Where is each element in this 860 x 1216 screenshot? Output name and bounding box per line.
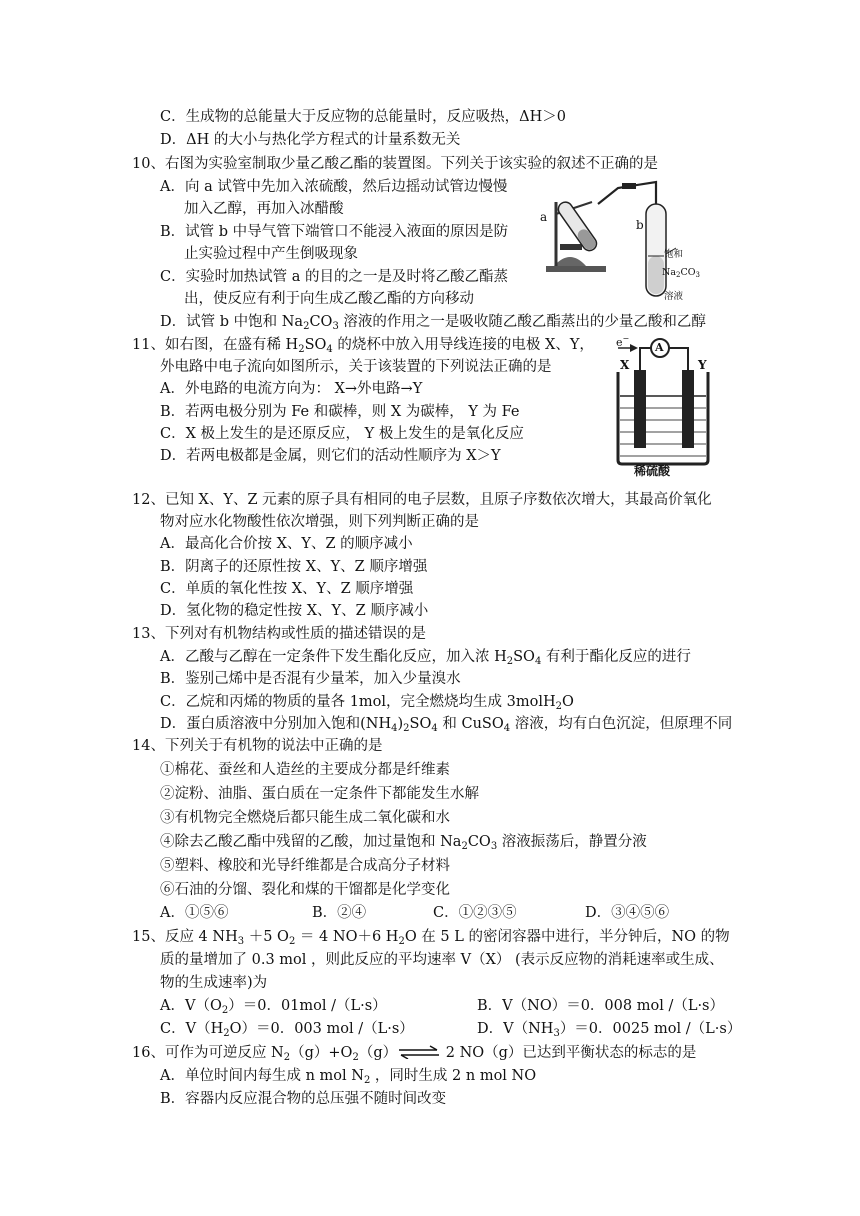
q11-option-a: A．外电路的电流方向为： X→外电路→Y — [160, 381, 423, 397]
q14-item-2: ②淀粉、油脂、蛋白质在一定条件下都能发生水解 — [160, 786, 479, 802]
q10-option-b: B．试管 b 中导气管下端管口不能浸入液面的原因是防 — [160, 224, 509, 240]
q13-option-d: D．蛋白质溶液中分别加入饱和$(NH_4)_2SO_4$ 和 CuSO$_4$ 溶液，均有白色沉淀，但原理不同 — [160, 716, 733, 734]
q12-option-b: B．阴离子的还原性按 X、Y、Z 顺序增强 — [160, 559, 428, 575]
q13-option-a: A．乙酸与乙醇在一定条件下发生酯化反应，加入浓 $H_2SO_4$ 有利于酯化反应的进行 — [160, 649, 691, 667]
q10-stem: 10、右图为实验室制取少量乙酸乙酯的装置图。下列关于该实验的叙述不正确的是 — [132, 156, 658, 172]
label-tube-a: a — [540, 210, 548, 224]
q14-option-d: D．③④⑤⑥ — [585, 905, 670, 921]
ammeter-label: A — [655, 341, 664, 354]
q15-option-b: B．V（NO）＝0．008 mol /（L·s） — [477, 998, 725, 1014]
cell-figure — [612, 334, 712, 476]
q15-stem: 15、反应 4 $NH_3 +5$ $O_2 = 4$ NO＋6 $H_2O$ 在 5 L 的密闭容器中进行，半分钟后，NO 的物 — [132, 929, 730, 947]
q12-stem: 12、已知 X、Y、Z 元素的原子具有相同的电子层数，且原子序数依次增大，其最高价氧化 — [132, 492, 712, 508]
q14-item-5: ⑤塑料、橡胶和光导纤维都是合成高分子材料 — [160, 858, 450, 874]
q10-option-c-cont: 出，使反应有利于向生成乙酸乙酯的方向移动 — [184, 291, 474, 307]
q15-option-c: C．$V(H_2O)=0$．003 mol /（L·s） — [160, 1021, 414, 1039]
q14-item-1: ①棉花、蚕丝和人造丝的主要成分都是纤维素 — [160, 762, 450, 778]
label-saturated: 饱和 — [664, 249, 684, 260]
q15-option-a: A．$V(O_2)=0$．01mol /（L·s） — [160, 998, 387, 1016]
q9-option-c: C．生成物的总能量大于反应物的总能量时，反应吸热，ΔH＞0 — [160, 109, 566, 125]
q13-stem: 13、下列对有机物结构或性质的描述错误的是 — [132, 626, 426, 642]
equilibrium-arrow-icon — [397, 1045, 441, 1059]
q14-item-4: ④除去乙酸乙酯中残留的乙酸，加过量饱和 $Na_2CO_3$ 溶液振荡后，静置分液 — [160, 834, 647, 852]
q15-stem-cont: 质的量增加了 0.3 mol ，则此反应的平均速率 V（X） (表示反应物的消耗速率或生成、 — [160, 952, 724, 968]
q13-option-c: C．乙烷和丙烯的物质的量各 1mol，完全燃烧均生成 3molH$_2$O — [160, 694, 574, 712]
q12-option-d: D．氢化物的稳定性按 X、Y、Z 顺序减小 — [160, 603, 429, 619]
q14-item-3: ③有机物完全燃烧后都只能生成二氧化碳和水 — [160, 810, 450, 826]
q11-option-c: C．X 极上发生的是还原反应， Y 极上发生的是氧化反应 — [160, 426, 524, 442]
q10-option-a: A．向 a 试管中先加入浓硫酸，然后边摇动试管边慢慢 — [160, 179, 508, 195]
q11-option-d: D．若两电极都是金属，则它们的活动性顺序为 X＞Y — [160, 448, 501, 464]
q14-option-c: C．①②③⑤ — [433, 905, 517, 921]
q10-option-d: D．试管 b 中饱和 $Na_2CO_3$ 溶液的作用之一是吸收随乙酸乙酯蒸出的少量乙酸和乙醇 — [160, 314, 706, 332]
ester-apparatus-drawing — [540, 174, 720, 304]
q13-option-b: B．鉴别己烯中是否混有少量苯，加入少量溴水 — [160, 671, 461, 687]
cell-drawing — [612, 334, 712, 476]
q15-stem-cont2: 物的生成速率)为 — [160, 975, 268, 991]
q10-option-a-cont: 加入乙醇，再加入冰醋酸 — [184, 201, 344, 217]
label-solution: 溶液 — [664, 291, 684, 302]
electron-label: e− — [616, 334, 630, 349]
dilute-acid-label: 稀硫酸 — [634, 464, 671, 478]
q11-option-b: B．若两电极分别为 Fe 和碳棒，则 X 为碳棒， Y 为 Fe — [160, 404, 520, 420]
q12-option-a: A．最高化合价按 X、Y、Z 的顺序减小 — [160, 536, 413, 552]
q16-stem: 16、可作为可逆反应 $N_2(g)+O_2(g)$ 2 NO（g）已达到平衡状态的标志的是 — [132, 1045, 697, 1063]
q12-option-c: C．单质的氧化性按 X、Y、Z 顺序增强 — [160, 581, 414, 597]
q11-stem-cont: 外电路中电子流向如图所示，关于该装置的下列说法正确的是 — [160, 359, 552, 375]
q12-stem-cont: 物对应水化物酸性依次增强，则下列判断正确的是 — [160, 514, 479, 530]
ester-apparatus-figure — [540, 174, 720, 304]
q14-item-6: ⑥石油的分馏、裂化和煤的干馏都是化学变化 — [160, 882, 450, 898]
q16-option-b: B．容器内反应混合物的总压强不随时间改变 — [160, 1091, 447, 1107]
q10-option-c: C．实验时加热试管 a 的目的之一是及时将乙酸乙酯蒸 — [160, 269, 508, 285]
electrode-y-label: Y — [698, 358, 707, 372]
q15-option-d: D．$V(NH_3)=0$．0025 mol /（L·s） — [477, 1021, 742, 1039]
label-tube-b: b — [636, 218, 644, 232]
q16-option-a: A．单位时间内每生成 n mol $N_2$ ，同时生成 2 n mol NO — [160, 1068, 537, 1086]
q14-option-b: B．②④ — [312, 905, 367, 921]
q11-stem: 11、如右图，在盛有稀 $H_2SO_4$ 的烧杯中放入用导线连接的电极 X、Y， — [132, 337, 594, 355]
q9-option-d: D．ΔH 的大小与热化学方程式的计量系数无关 — [160, 132, 461, 148]
electrode-x-label: X — [620, 358, 630, 372]
q14-stem: 14、下列关于有机物的说法中正确的是 — [132, 738, 383, 754]
q10-option-b-cont: 止实验过程中产生倒吸现象 — [184, 246, 358, 262]
label-na2co3: $Na_2CO_3$ — [662, 267, 700, 279]
q14-option-a: A．①⑤⑥ — [160, 905, 229, 921]
